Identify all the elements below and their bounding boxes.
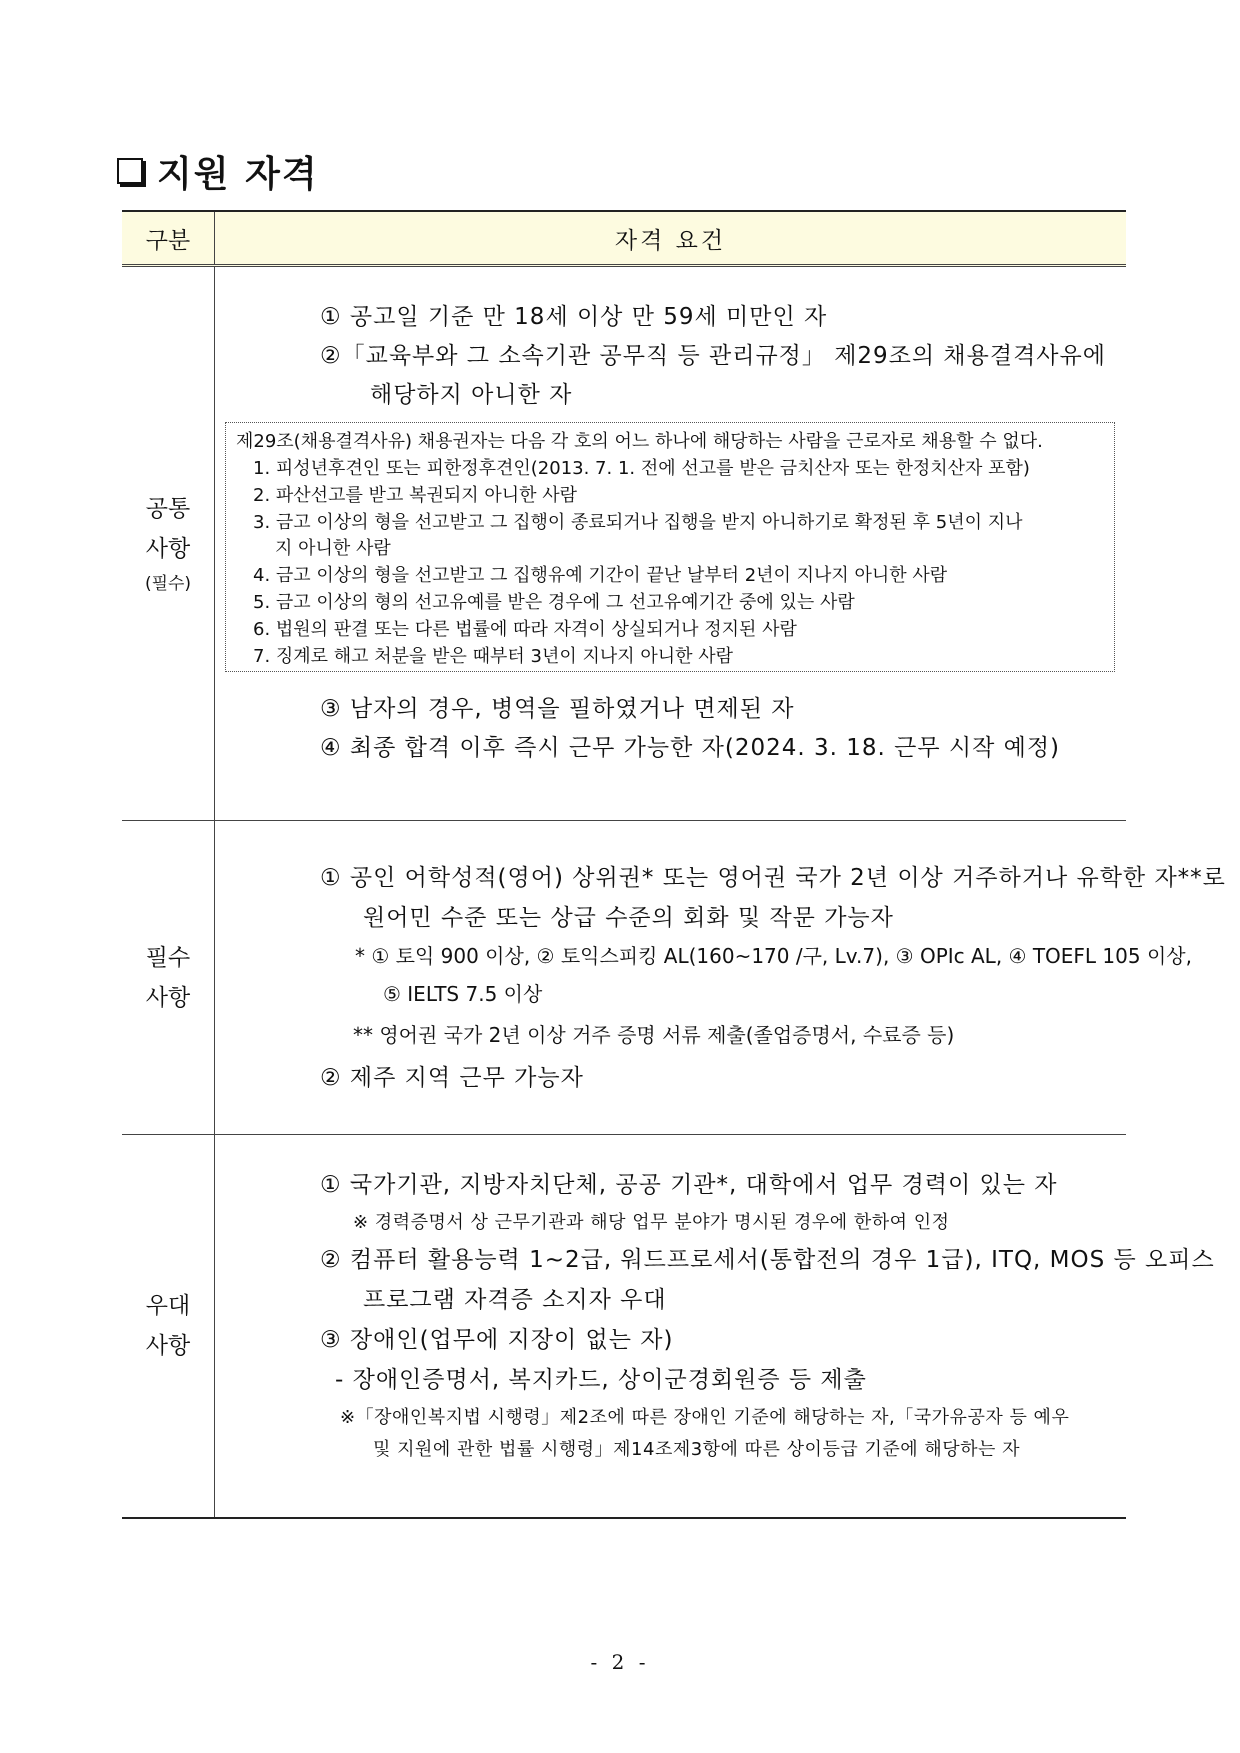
list-item: 해당하지 아니한 자 bbox=[370, 382, 573, 408]
section-heading bbox=[117, 146, 319, 196]
list-item: ② 컴퓨터 활용능력 1~2급, 워드프로세서(통합전의 경우 1급), ITQ, MOS 등 오피스 bbox=[320, 1247, 1215, 1273]
row-content-preferred bbox=[215, 1135, 1215, 1517]
table-row-required bbox=[122, 821, 1226, 1135]
list-item: ① 공인 어학성적(영어) 상위권* 또는 영어권 국가 2년 이상 거주하거나 유학한 자**로 bbox=[320, 865, 1226, 891]
rule-line: 6. 법원의 판결 또는 다른 법률에 따라 자격이 상실되거나 정지된 사람 bbox=[253, 619, 797, 640]
note-line: ※「장애인복지법 시행령」제2조에 따른 장애인 기준에 해당하는 자,「국가유공자 등 예우 bbox=[340, 1407, 1070, 1428]
rule-excerpt-box bbox=[225, 422, 1115, 672]
rule-line: 지 아니한 사람 bbox=[275, 538, 391, 559]
section-title: 지원 자격 bbox=[157, 153, 319, 195]
qualification-table bbox=[122, 210, 1226, 1519]
row-label-sub: (필수) bbox=[144, 573, 192, 594]
list-item: ① 국가기관, 지방자치단체, 공공 기관*, 대학에서 업무 경력이 있는 자 bbox=[320, 1172, 1058, 1198]
row-label-line: 필수 bbox=[145, 944, 191, 971]
note-line: ** 영어권 국가 2년 이상 거주 증명 서류 제출(졸업증명서, 수료증 등) bbox=[353, 1023, 955, 1047]
note-line: 및 지원에 관한 법률 시행령」제14조제3항에 따른 상이등급 기준에 해당하는 자 bbox=[373, 1439, 1020, 1460]
row-content-required bbox=[215, 821, 1226, 1134]
page-number: - 2 - bbox=[590, 1650, 650, 1674]
row-label-line: 공통 bbox=[145, 495, 191, 522]
row-label-line: 사항 bbox=[145, 535, 191, 562]
note-line: * ① 토익 900 이상, ② 토익스피킹 AL(160~170 /구, Lv.7), ③ OPIc AL, ④ TOEFL 105 이상, bbox=[355, 944, 1192, 968]
list-item: 원어민 수준 또는 상급 수준의 회화 및 작문 가능자 bbox=[363, 905, 894, 931]
note-line: ⑤ IELTS 7.5 이상 bbox=[383, 982, 543, 1006]
rule-line: 제29조(채용결격사유) 채용권자는 다음 각 호의 어느 하나에 해당하는 사람을 근로자로 채용할 수 없다. bbox=[236, 431, 1043, 452]
list-item: ④ 최종 합격 이후 즉시 근무 가능한 자(2024. 3. 18. 근무 시작 예정) bbox=[320, 735, 1061, 761]
header-category: 구분 bbox=[122, 212, 215, 264]
rule-line: 5. 금고 이상의 형의 선고유예를 받은 경우에 그 선고유예기간 중에 있는 사람 bbox=[253, 592, 855, 613]
list-item: ② 제주 지역 근무 가능자 bbox=[320, 1065, 584, 1091]
rule-line: 1. 피성년후견인 또는 피한정후견인(2013. 7. 1. 전에 선고를 받은 금치산자 또는 한정치산자 포함) bbox=[253, 458, 1030, 479]
rule-line: 7. 징계로 해고 처분을 받은 때부터 3년이 지나지 아니한 사람 bbox=[253, 646, 734, 667]
rule-line: 4. 금고 이상의 형을 선고받고 그 집행유예 기간이 끝난 날부터 2년이 지나지 아니한 사람 bbox=[253, 565, 948, 586]
row-label-common bbox=[122, 267, 215, 820]
row-label-line: 우대 bbox=[145, 1293, 191, 1319]
header-requirements: 자격 요건 bbox=[614, 227, 727, 254]
list-item: ③ 장애인(업무에 지장이 없는 자) bbox=[320, 1327, 674, 1353]
row-label-preferred bbox=[122, 1135, 215, 1517]
table-header bbox=[122, 210, 1126, 267]
checkbox-square-icon bbox=[117, 158, 143, 184]
row-label-line: 사항 bbox=[145, 1333, 191, 1359]
rule-line: 2. 파산선고를 받고 복권되지 아니한 사람 bbox=[253, 485, 577, 506]
row-content-common bbox=[215, 267, 1126, 820]
table-row-preferred bbox=[122, 1135, 1215, 1519]
list-item: ③ 남자의 경우, 병역을 필하였거나 면제된 자 bbox=[320, 696, 795, 722]
row-label-required bbox=[122, 821, 215, 1134]
list-item: 프로그램 자격증 소지자 우대 bbox=[363, 1287, 667, 1313]
rule-line: 3. 금고 이상의 형을 선고받고 그 집행이 종료되거나 집행을 받지 아니하기로 확정된 후 5년이 지나 bbox=[253, 512, 1023, 533]
note-line: ※ 경력증명서 상 근무기관과 해당 업무 분야가 명시된 경우에 한하여 인정 bbox=[353, 1212, 950, 1233]
table-row-common bbox=[122, 267, 1126, 821]
list-item: ②「교육부와 그 소속기관 공무직 등 관리규정」 제29조의 채용결격사유에 bbox=[320, 343, 1106, 369]
list-item: ① 공고일 기준 만 18세 이상 만 59세 미만인 자 bbox=[320, 304, 828, 330]
list-item: - 장애인증명서, 복지카드, 상이군경회원증 등 제출 bbox=[335, 1367, 867, 1393]
row-label-line: 사항 bbox=[145, 984, 191, 1011]
